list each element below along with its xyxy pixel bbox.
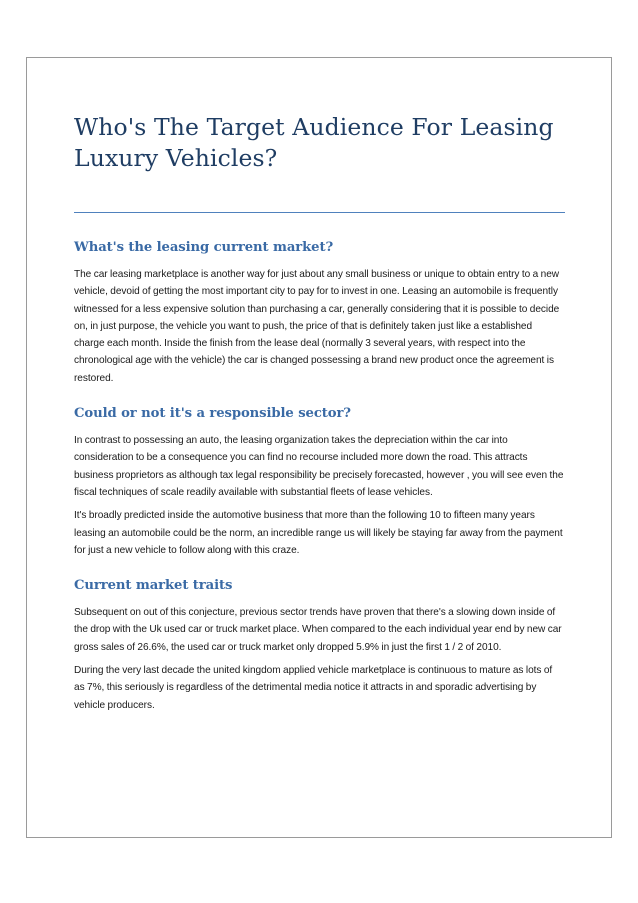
section-leasing-market [74, 239, 564, 387]
sections [74, 239, 564, 732]
paragraph: Subsequent on out of this conjecture, previous sector trends have proven that there's a slowing down inside of the drop with the Uk used car or truck market place. When compared to the each individual year end by new car gross sales of 26.6%, the used car or truck market only dropped 5.9% in just the first 1 / 2 of 2010. [74, 607, 562, 653]
paragraph: In contrast to possessing an auto, the leasing organization takes the depreciation within the car into consideration to be a consequence you can find no recourse included more down the road. This attracts business proprietors as although tax legal responsibility be precisely forecasted, however , you will see even the fiscal techniques of scale readily available with substantial fleets of lease vehicles. [74, 435, 564, 498]
title-divider [74, 212, 565, 213]
section-heading: What's the leasing current market? [74, 240, 334, 255]
document-title: Who's The Target Audience For Leasing Luxury Vehicles? [74, 113, 554, 172]
section-heading: Current market traits [74, 578, 233, 594]
section-heading: Could or not it's a responsible sector? [74, 406, 351, 422]
section-market-traits [74, 577, 564, 714]
paragraph: During the very last decade the united kingdom applied vehicle marketplace is continuous to mature as lots of as 7%, this seriously is regardless of the detrimental media notice it attracts in and sporadic advertising by vehicle producers. [74, 665, 553, 711]
paragraph: The car leasing marketplace is another way for just about any small business or unique to obtain entry to a new vehicle, devoid of getting the most important city to pay for to invest in one. Leasing an automobile is frequently witnessed for a less expensive solution than purchasing a car, generally considering that it is possible to decide on, in just purpose, the vehicle you want to push, the price of that is definitely taken just like a established charge each month. Inside the finish from the lease deal (normally 3 several years, with respect into the chronological age with the vehicle) the car is changed possessing a brand new product once the agreement is restored. [74, 269, 560, 384]
section-responsible-sector [74, 405, 564, 559]
document-body [74, 112, 564, 711]
paragraph: It's broadly predicted inside the automotive business that more than the following 10 to fifteen many years leasing an automobile could be the norm, an incredible range us will likely be staying far away from the payment for just a new vehicle to follow along with this craze. [74, 510, 563, 556]
